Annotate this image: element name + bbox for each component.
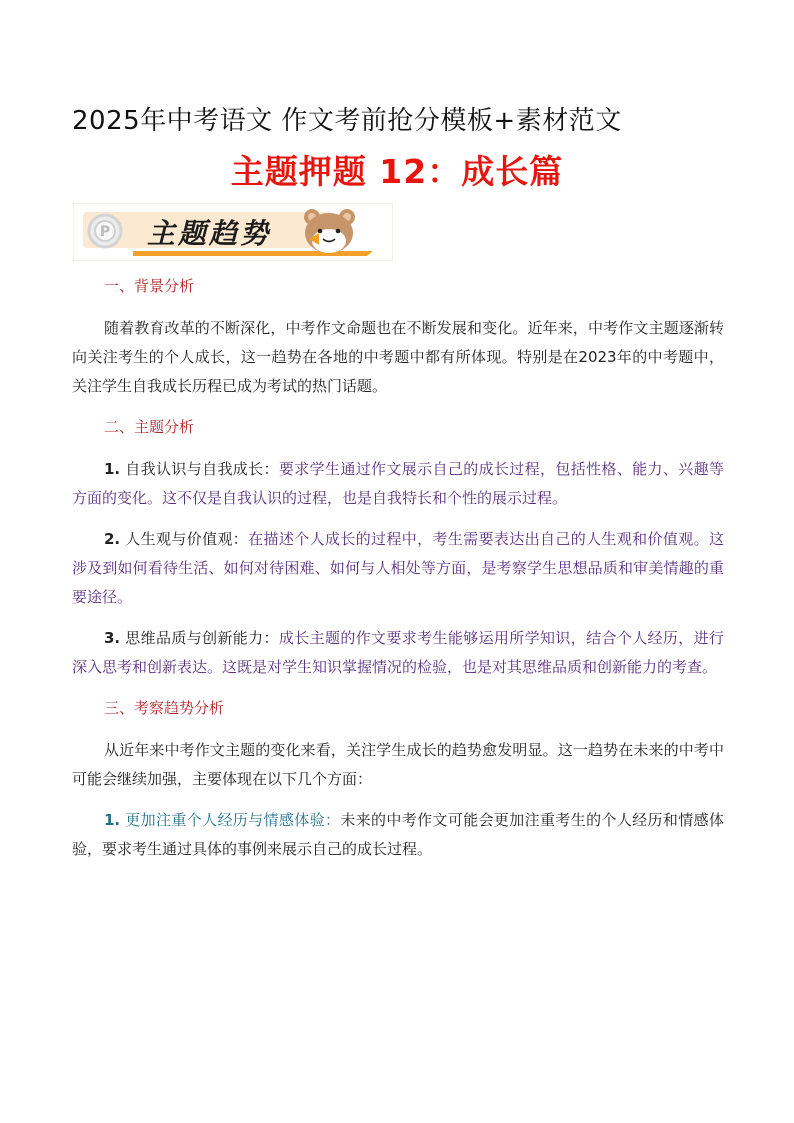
trend-paragraph: 从近年来中考作文主题的变化来看，关注学生成长的趋势愈发明显。这一趋势在未来的中考中可能会继续加强，主要体现在以下几个方面： [72,741,724,788]
banner-graphic [73,203,393,261]
background-paragraph: 随着教育改革的不断深化，中考作文命题也在不断发展和变化。近年来，中考作文主题逐渐转向关注考生的个人成长，这一趋势在各地的中考题中都有所体现。特别是在2023年的中考题中，关注学生自我成长历程已成为考试的热门话题。 [72,319,724,395]
document-body [72,272,724,864]
section-heading-trend: 三、考察趋势分析 [104,699,225,717]
item-body: 成长主题的作文要求考生能够运用所学知识，结合个人经历，进行深入思考和创新表达。这既是对学生知识掌握情况的检验，也是对其思维品质和创新能力的考查。 [72,629,724,676]
theme-item-2 [72,525,724,612]
item-number: 1. [104,460,121,478]
item-term: 更加注重个人经历与情感体验： [125,811,341,829]
theme-item-1 [72,455,724,513]
trend-item-1 [72,806,724,864]
item-body: 在描述个人成长的过程中，考生需要表达出自己的人生观和价值观。这涉及到如何看待生活、如何对待困难、如何与人相处等方面，是考察学生思想品质和审美情趣的重要途径。 [72,530,724,606]
document-subtitle: 主题押题 12：成长篇 [230,152,564,191]
section-heading-theme: 二、主题分析 [104,418,195,436]
document-title: 2025年中考语文 作文考前抢分模板+素材范文 [72,106,622,136]
item-body: 未来的中考作文可能会更加注重考生的个人经历和情感体验，要求考生通过具体的事例来展示自己的成长过程。 [72,811,724,858]
theme-trend-banner [73,203,393,261]
item-number: 2. [104,530,121,548]
section-heading-background: 一、背景分析 [104,277,195,295]
item-term: 人生观与价值观： [125,530,249,548]
theme-item-3 [72,624,724,682]
banner-label: 主题趋势 [147,217,272,250]
item-body: 要求学生通过作文展示自己的成长过程，包括性格、能力、兴趣等方面的变化。这不仅是自我认识的过程，也是自我特长和个性的展示过程。 [72,460,724,507]
item-term: 自我认识与自我成长： [125,460,279,478]
item-number: 3. [104,629,121,647]
coin-icon-letter: P [99,224,111,240]
item-term: 思维品质与创新能力： [125,629,279,647]
item-number: 1. [104,811,121,829]
